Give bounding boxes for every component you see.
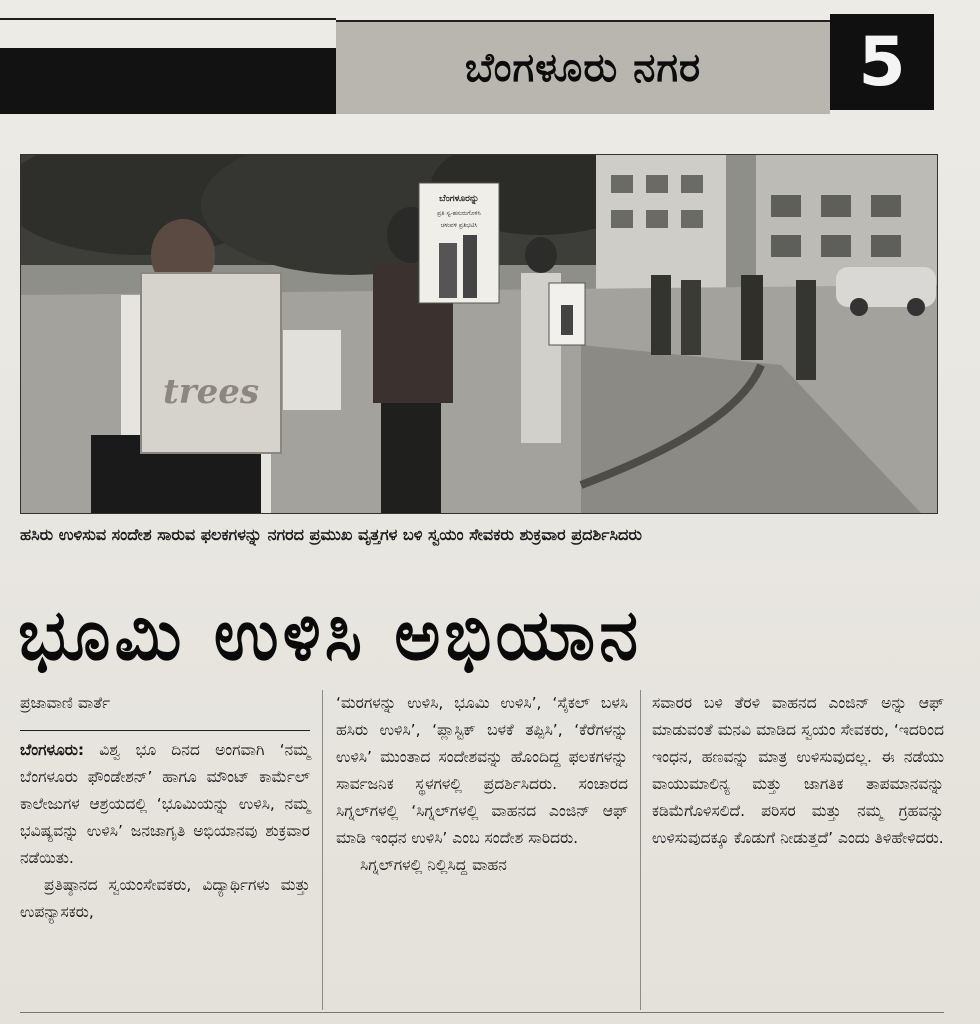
news-photo-illustration xyxy=(21,155,937,513)
masthead-top-rule xyxy=(0,18,336,20)
placard-center-line1: ಬೆಂಗಳೂರನ್ನು xyxy=(439,194,479,204)
article-column-2 xyxy=(336,690,628,879)
photo-caption: ಹಸಿರು ಉಳಿಸುವ ಸಂದೇಶ ಸಾರುವ ಫಲಕಗಳನ್ನು ನಗರದ ಪ್ರಮುಖ ವೃತ್ತಗಳ ಬಳಿ ಸ್ವಯಂ ಸೇವಕರು ಶುಕ್ರವಾರ ಪ್ರದರ್ಶಿಸಿದರು xyxy=(20,525,642,544)
article-paragraph: ಸವಾರರ ಬಳಿ ತೆರಳಿ ವಾಹನದ ಎಂಜಿನ್ ಅನ್ನು ಆಫ್ ಮಾಡುವಂತೆ ಮನವಿ ಮಾಡಿದ ಸ್ವಯಂ ಸೇವಕರು, ‘ಇದರಿಂದ ಇಂಧನ, ಹಣವನ್ನು ಮಾತ್ರ ಉಳಿಸುವುದಲ್ಲ. ಈ ನಡೆಯು ವಾಯುಮಾಲಿನ್ಯ ಮತ್ತು ಜಾಗತಿಕ ತಾಪಮಾನವನ್ನು ಕಡಿಮೆಗೊಳಿಸಲಿದೆ. ಪರಿಸರ ಮತ್ತು ನಮ್ಮ ಗ್ರಹವನ್ನು ಉಳಿಸುವುದಕ್ಕೂ ಕೊಡುಗೆ ನೀಡುತ್ತದೆ’ ಎಂದು ತಿಳಿಹೇಳಿದರು. xyxy=(652,694,944,847)
page-number: 5 xyxy=(830,14,934,110)
column-divider xyxy=(322,690,323,1010)
headline: ಭೂಮಿ ಉಳಿಸಿ ಅಭಿಯಾನ xyxy=(18,594,643,676)
article-paragraph: ‘ಮರಗಳನ್ನು ಉಳಿಸಿ, ಭೂಮಿ ಉಳಿಸಿ’, ‘ಸೈಕಲ್ ಬಳಸಿ ಹಸಿರು ಉಳಿಸಿ’, ‘ಪ್ಲಾಸ್ಟಿಕ್ ಬಳಕೆ ತಪ್ಪಿಸಿ’, ‘ಕೆರೆಗಳನ್ನು ಉಳಿಸಿ’ ಮುಂತಾದ ಸಂದೇಶವನ್ನು ಹೊಂದಿದ್ದ ಫಲಕಗಳನ್ನು ಸಾರ್ವಜನಿಕ ಸ್ಥಳಗಳಲ್ಲಿ ಪ್ರದರ್ಶಿಸಿದರು. ಸಂಚಾರದ ಸಿಗ್ನಲ್‌ಗಳಲ್ಲಿ ‘ಸಿಗ್ನಲ್‌ಗಳಲ್ಲಿ ವಾಹನದ ಎಂಜಿನ್ ಆಫ್ ಮಾಡಿ ಇಂಧನ ಉಳಿಸಿ’ ಎಂಬ ಸಂದೇಶ ಸಾರಿದರು. xyxy=(336,694,628,847)
article-column-1 xyxy=(20,690,310,926)
masthead-black-band xyxy=(0,48,336,114)
col1-para1-text: ವಿಶ್ವ ಭೂ ದಿನದ ಅಂಗವಾಗಿ ‘ನಮ್ಮ ಬೆಂಗಳೂರು ಫೌಂಡೇಶನ್’ ಹಾಗೂ ಮೌಂಟ್ ಕಾರ್ಮೆಲ್ ಕಾಲೇಜುಗಳ ಆಶ್ರಯದಲ್ಲಿ ‘ಭೂಮಿಯನ್ನು ಉಳಿಸಿ, ನಮ್ಮ ಭವಿಷ್ಯವನ್ನು ಉಳಿಸಿ’ ಜನಜಾಗೃತಿ ಅಭಿಯಾನವು ಶುಕ್ರವಾರ ನಡೆಯಿತು. xyxy=(20,741,310,867)
placard-left-text: trees xyxy=(162,372,260,412)
news-photo xyxy=(20,154,938,514)
column-divider xyxy=(640,690,641,1010)
section-title: ಬೆಂಗಳೂರು ನಗರ xyxy=(464,45,702,91)
placard-center-line2: ಪ್ರತಿ ಸ್ವ-ಹಸುರುಗೊಳಿಸಿ xyxy=(437,210,481,217)
section-header xyxy=(336,20,830,114)
article-paragraph: ಸಿಗ್ನಲ್‌ಗಳಲ್ಲಿ ನಿಲ್ಲಿಸಿದ್ದ ವಾಹನ xyxy=(360,856,507,874)
article-column-3 xyxy=(652,690,944,852)
byline: ಪ್ರಜಾವಾಣಿ ವಾರ್ತೆ xyxy=(20,690,310,731)
article-paragraph xyxy=(20,737,310,872)
article-paragraph: ಪ್ರತಿಷ್ಠಾನದ ಸ್ವಯಂಸೇವಕರು, ವಿದ್ಯಾರ್ಥಿಗಳು ಮತ್ತು ಉಪನ್ಯಾಸಕರು, xyxy=(20,876,310,921)
placard-center-line3: ಚಳುವಳಿ ಪ್ರತಿಭಟಿಸಿ xyxy=(440,222,478,229)
bottom-rule xyxy=(20,1012,944,1013)
dateline: ಬೆಂಗಳೂರು: xyxy=(20,741,85,759)
